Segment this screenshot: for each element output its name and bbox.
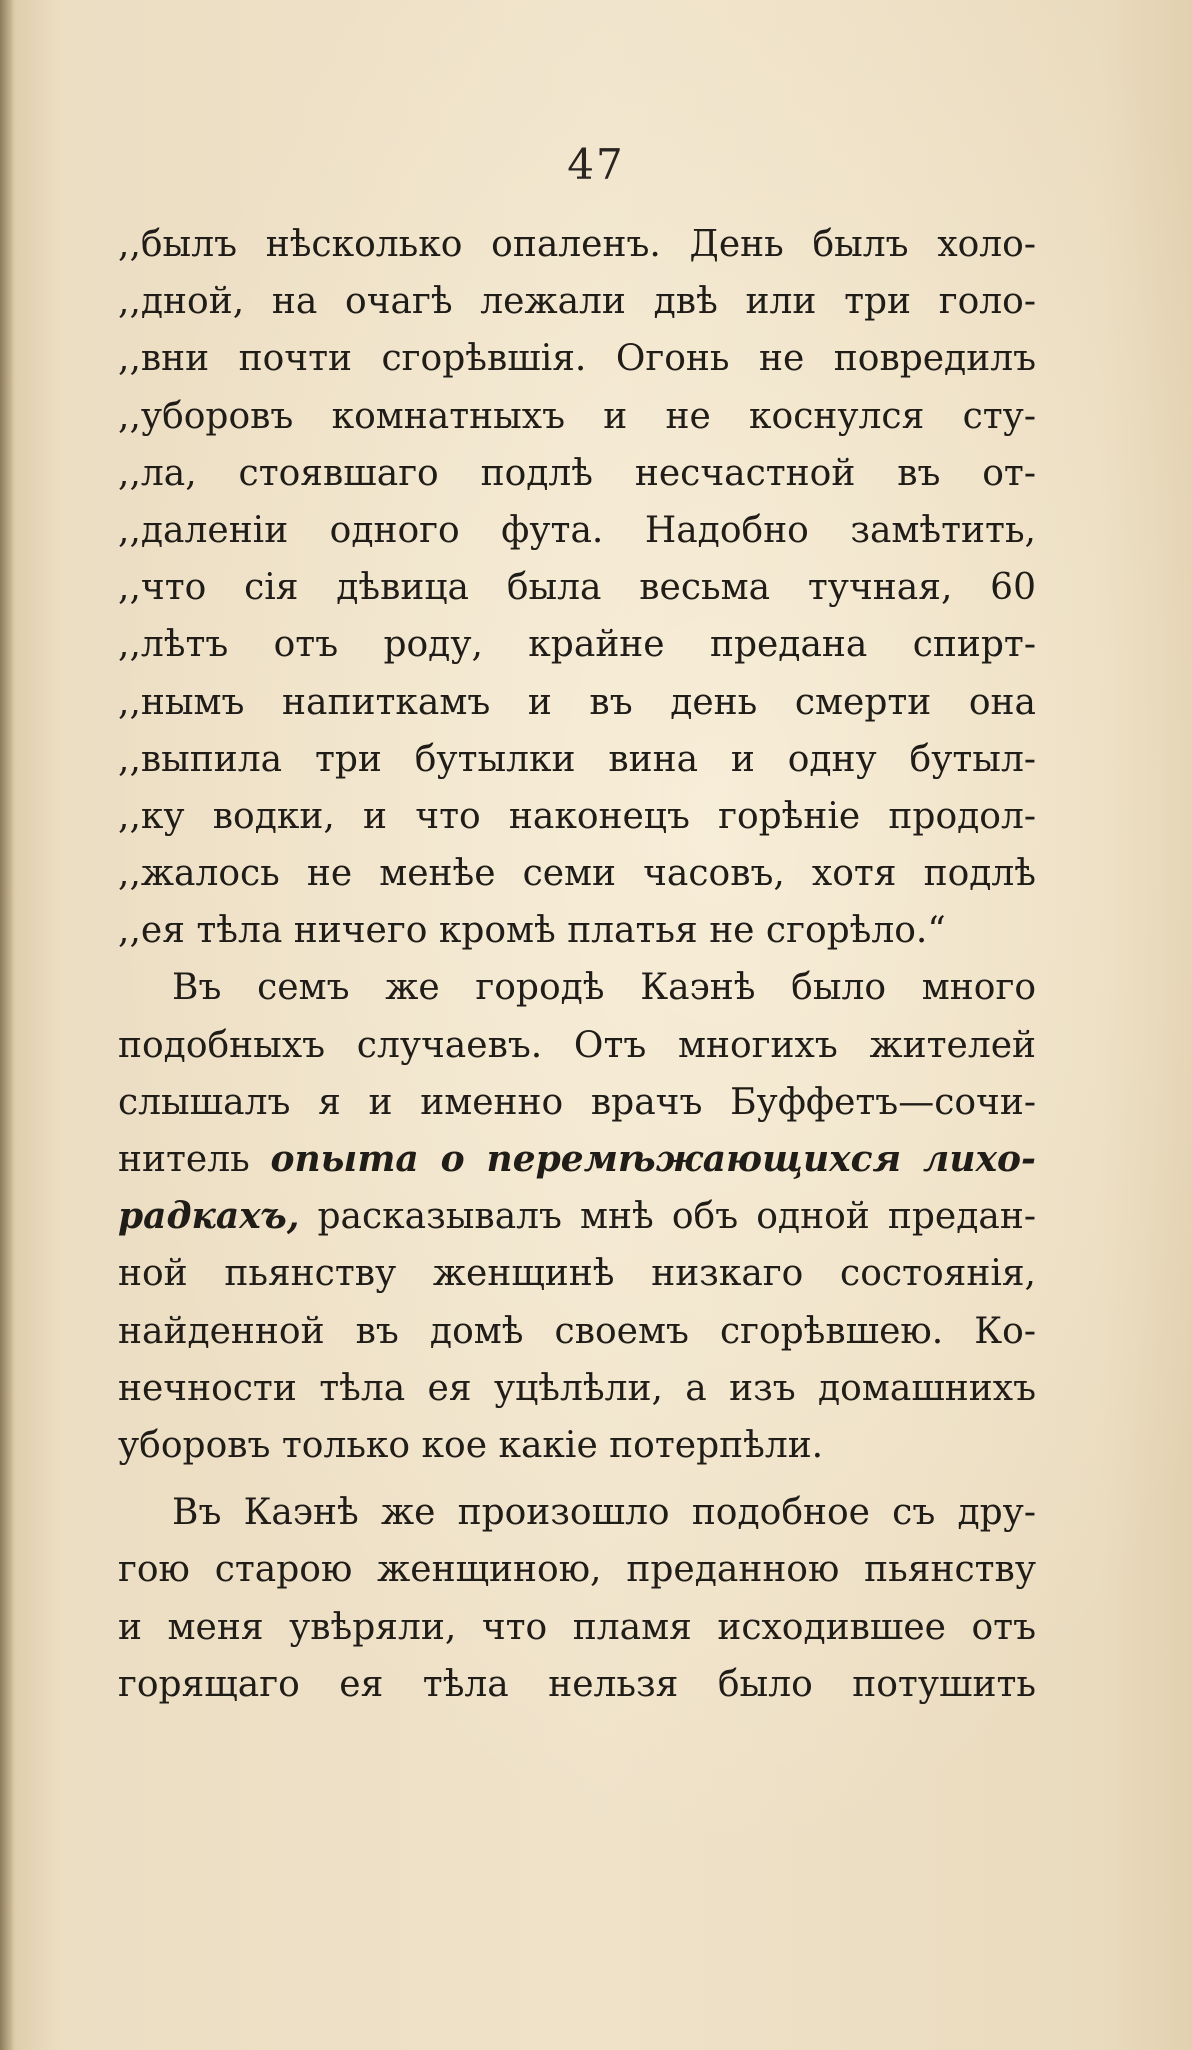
page-text — [118, 216, 1036, 1713]
paragraph-quoted-account — [118, 216, 1036, 959]
text-line: нечности тѣла ея уцѣлѣли, а изъ домашнихъ — [118, 1367, 1036, 1409]
paragraph-old-woman — [118, 1484, 1036, 1713]
text-line: и меня увѣряли, что пламя исходившее отъ — [118, 1606, 1036, 1648]
text-line: ной пьянству женщинѣ низкаго состоянія, — [118, 1253, 1036, 1295]
text-line: ,,былъ нѣсколько опаленъ. День былъ холо- — [118, 224, 1036, 265]
text-line: горящаго ея тѣла нельзя было потушить — [118, 1663, 1036, 1705]
text-line: уборовъ только кое какіе потерпѣли. — [118, 1424, 824, 1466]
text-line: слышалъ я и именно врачъ Буффетъ—сочи- — [118, 1081, 1036, 1123]
text-line: ,,нымъ напиткамъ и въ день смерти она — [118, 681, 1036, 723]
text-line: ,,уборовъ комнатныхъ и не коснулся сту- — [118, 395, 1036, 437]
text-line: ,,что сія дѣвица была весьма тучная, 60 — [118, 567, 1036, 609]
text-line: Въ Каэнѣ же произошло подобное съ дру- — [172, 1492, 1036, 1534]
text-line: гою старою женщиною, преданною пьянству — [118, 1549, 1036, 1591]
text-line: ,,вни почти сгорѣвшія. Огонь не повредилъ — [118, 338, 1036, 380]
text-line: ,,даленіи одного фута. Надобно замѣтить, — [118, 509, 1036, 551]
text-line: подобныхъ случаевъ. Отъ многихъ жителей — [118, 1024, 1036, 1066]
text-line: ,,ла, стоявшаго подлѣ несчастной въ от- — [118, 452, 1036, 494]
book-title-italic: опыта о перемѣжающихся лихо- — [270, 1138, 1036, 1180]
paragraph-caen-cases — [118, 959, 1036, 1474]
text-line: ,,лѣтъ отъ роду, крайне предана спирт- — [118, 624, 1036, 666]
text-line — [118, 1188, 1036, 1245]
page-number: 47 — [567, 140, 625, 189]
book-title-italic: радкахъ, — [118, 1195, 300, 1238]
text-fragment: расказывалъ мнѣ объ одной предан- — [317, 1196, 1036, 1238]
page-binding-edge — [0, 0, 14, 2050]
text-line: ,,дной, на очагѣ лежали двѣ или три голо- — [118, 281, 1036, 323]
text-fragment: нитель — [118, 1139, 250, 1180]
text-line: Въ семъ же городѣ Каэнѣ было много — [172, 967, 1036, 1009]
text-line: ,,жалось не менѣе семи часовъ, хотя подлѣ — [118, 853, 1036, 895]
paragraph-gap — [118, 1474, 1036, 1484]
text-line — [118, 1131, 1036, 1188]
text-line: ,,ку водки, и что наконецъ горѣніе продол- — [118, 795, 1036, 837]
text-line: ,,выпила три бутылки вина и одну бутыл- — [118, 738, 1036, 780]
text-line: ,,ея тѣла ничего кромѣ платья не сгорѣло.“ — [118, 910, 946, 952]
text-line: найденной въ домѣ своемъ сгорѣвшею. Ко- — [118, 1310, 1036, 1352]
